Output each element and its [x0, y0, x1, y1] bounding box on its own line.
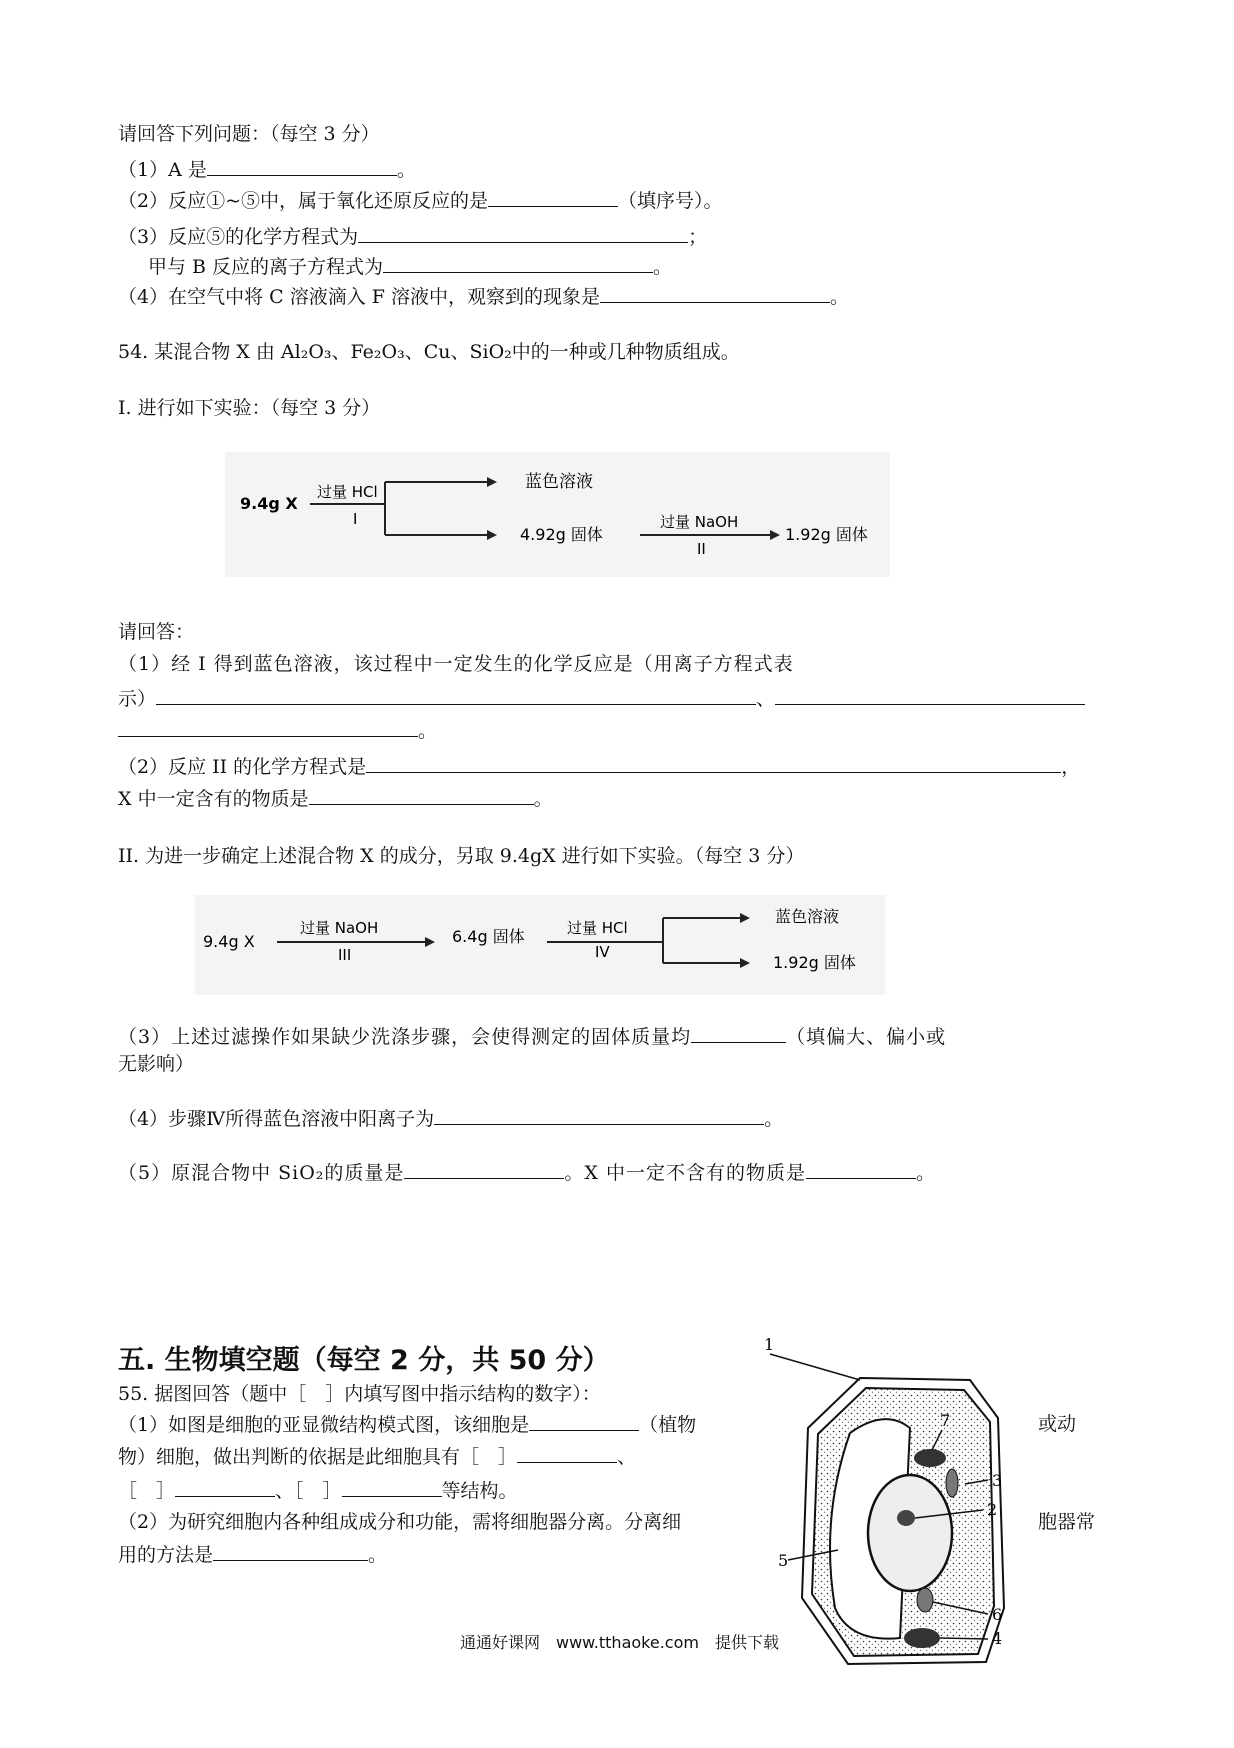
flow2-reagent: 过量 NaOH	[300, 919, 379, 937]
q54-sub1-end: 。	[118, 716, 437, 745]
q54-part1-heading: I. 进行如下实验：（每空 3 分）	[118, 397, 381, 419]
q54-part2-heading: II. 为进一步确定上述混合物 X 的成分，另取 9.4gX 进行如下实验。（每空 3 分）	[118, 845, 805, 867]
cell-label-1: 1	[764, 1335, 775, 1354]
q55-line1-right: 或动	[1038, 1413, 1077, 1435]
flow2-start: 9.4g X	[203, 932, 255, 951]
q54-sub5: （5）原混合物中 SiO₂的质量是 。X 中一定不含有的物质是 。	[118, 1158, 936, 1187]
flow2-mid: 6.4g 固体	[452, 927, 525, 946]
q53-intro: 请回答下列问题：（每空 3 分）	[118, 123, 380, 145]
flow2-step: III	[338, 946, 352, 964]
q54-sub3: （3）上述过滤操作如果缺少洗涤步骤，会使得测定的固体质量均 （填偏大、偏小或	[118, 1022, 946, 1051]
q53-part3: （3）反应⑤的化学方程式为 ；	[118, 222, 707, 251]
footer-credit: 通通好课网 www.tthaoke.com 提供下载	[460, 1633, 779, 1652]
q55-line5: 用的方法是 。	[118, 1540, 387, 1569]
q54-sub2: （2）反应 II 的化学方程式是 ，	[118, 752, 1080, 781]
q55-line3: ［ ］ 、［ ］ 等结构。	[118, 1476, 518, 1505]
section-title: 五. 生物填空题（每空 2 分，共 50 分）	[118, 1345, 610, 1376]
flow1-out-top: 蓝色溶液	[525, 472, 593, 492]
flow2-step2: IV	[595, 943, 610, 961]
q55-stem: 55. 据图回答（题中［ ］内填写图中指示结构的数字）：	[118, 1383, 601, 1405]
q54-answer-intro: 请回答：	[118, 621, 195, 643]
plant-cell-diagram	[764, 1335, 1030, 1678]
cell-label-2: 2	[987, 1500, 998, 1519]
q54-sub1: （1）经 I 得到蓝色溶液，该过程中一定发生的化学反应是（用离子方程式表	[118, 653, 794, 675]
q55-line1: （1）如图是细胞的亚显微结构模式图，该细胞是 （植物	[118, 1410, 696, 1439]
q54-stem: 54. 某混合物 X 由 Al₂O₃、Fe₂O₃、Cu、SiO₂中的一种或几种物质组成。	[118, 341, 740, 363]
q53-part2: （2）反应①~⑤中，属于氧化还原反应的是 （填序号）。	[118, 186, 723, 215]
q53-part3-cont: 甲与 B 反应的离子方程式为 。	[148, 252, 672, 281]
q54-sub4: （4）步骤Ⅳ所得蓝色溶液中阳离子为 。	[118, 1104, 783, 1133]
q53-part4: （4）在空气中将 C 溶液滴入 F 溶液中，观察到的现象是 。	[118, 282, 849, 311]
cell-label-5: 5	[778, 1551, 789, 1570]
flow1-out-bottom: 4.92g 固体	[520, 525, 603, 544]
flow1-final: 1.92g 固体	[785, 525, 868, 544]
flow1-step: I	[353, 510, 358, 528]
flow-diagram-1	[225, 452, 890, 577]
flow1-reagent: 过量 HCl	[317, 483, 378, 501]
q54-sub1-blanks: 示） 、	[118, 684, 1085, 713]
cell-label-6: 6	[992, 1605, 1003, 1624]
flow1-start: 9.4g X	[240, 494, 298, 513]
flow2-reagent2: 过量 HCl	[567, 919, 628, 937]
cell-label-4: 4	[992, 1629, 1003, 1648]
cell-label-3: 3	[992, 1471, 1003, 1490]
flow1-step2: II	[697, 540, 706, 558]
cell-label-7: 7	[940, 1411, 951, 1430]
flow2-out-bottom: 1.92g 固体	[773, 953, 856, 972]
flow2-out-top: 蓝色溶液	[775, 907, 840, 926]
q55-line2: 物）细胞，做出判断的依据是此细胞具有［ ］ 、	[118, 1442, 636, 1471]
q54-sub2-cont: X 中一定含有的物质是 。	[118, 784, 553, 813]
q54-sub3-cont: 无影响）	[118, 1053, 195, 1075]
flow1-reagent2: 过量 NaOH	[660, 513, 739, 531]
q55-line4: （2）为研究细胞内各种组成成分和功能，需将细胞器分离。分离细	[118, 1511, 682, 1533]
q55-line4-right: 胞器常	[1038, 1511, 1096, 1533]
q53-part1: （1）A 是 。	[118, 155, 416, 184]
flow-diagram-2	[195, 895, 885, 995]
